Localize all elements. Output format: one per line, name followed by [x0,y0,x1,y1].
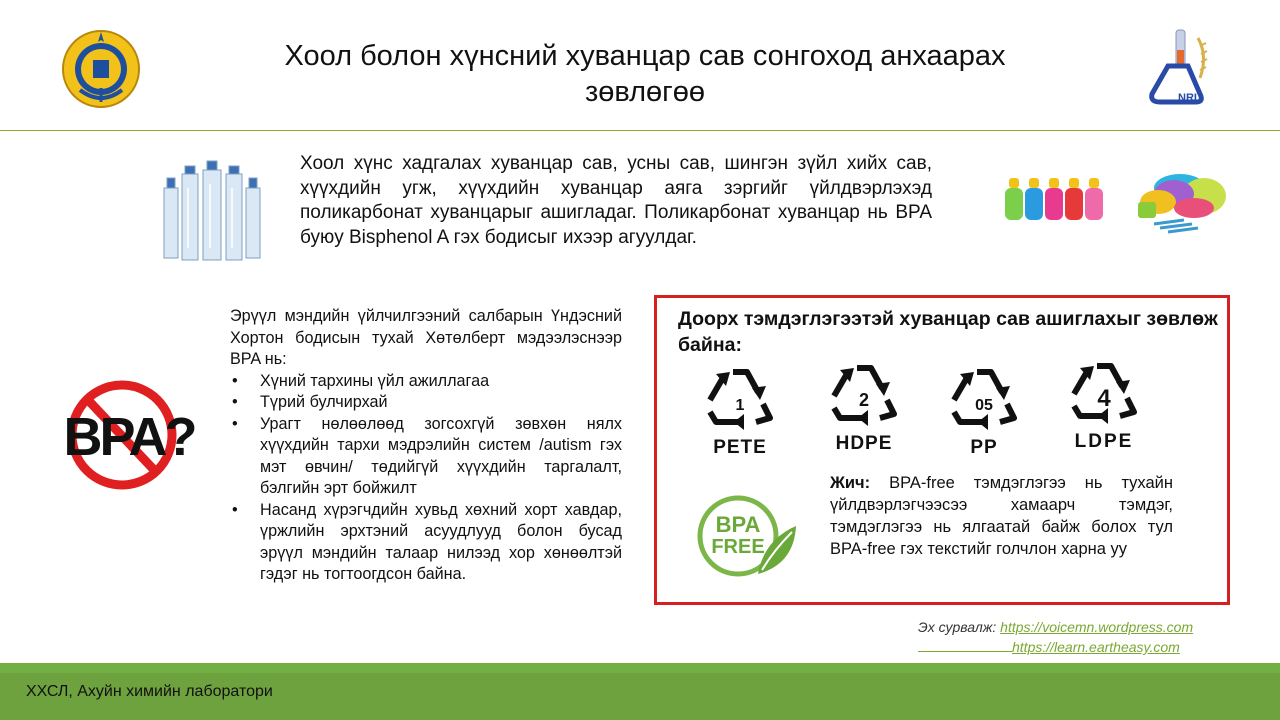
bpa-free-text-1: BPA [715,512,761,537]
recycle-label: PP [970,437,998,458]
source-underline-spacer [918,637,1012,652]
page-title: Хоол болон хүнсний хуванцар сав сонгоход анхаарах зөвлөгөө [284,40,1006,108]
note-label: Жич: [830,474,871,492]
nrl-text: NRL [1178,92,1201,104]
bpa-prohibited-icon [54,380,204,490]
intro-paragraph: Хоол хүнс хадгалах хуванцар сав, усны сав, шингэн зүйл хийх сав, хүүхдийн угж, хүүхдийн хуванцар аяга зэргийг үйлдвэрлэхэд поликарбонат хуванцарыг ашигладаг. Поликарбонат хуванцар нь BPA буюу Bisphenol A гэх бодисыг ихээр агуулдаг. [300,153,932,248]
footer-accent-strip [0,663,1280,673]
source-label: Эх сурвалж: [918,619,997,635]
bpa-free-badge [694,490,798,580]
recycle-code: 4 [1097,385,1111,412]
bpa-info-lead: Эрүүл мэндийн үйлчилгээний салбарын Үндэсний Хортон бодисын тухай Хөтөлберт мэдээлэснээр BPA нь: [230,307,622,368]
source-link-eartheasy[interactable]: https://learn.eartheasy.com [1012,639,1180,655]
recycle-symbol-hdpe [824,358,904,454]
recycle-label: HDPE [835,433,893,454]
recycle-label: LDPE [1074,431,1134,452]
bpa-free-note [830,472,1173,560]
list-item: • Насанд хүрэгчдийн хувьд хөхний хорт хавдар, үржлийн эрхтэний асуудлууд болон бусад эрүүл мэндийн талаар нилээд хор хөнөөлтэй гэдэг нь тогтоогдсон байна. [230,500,622,586]
nrl-lab-logo [1138,26,1218,110]
recycle-code: 05 [975,397,993,414]
source-link-voicemn[interactable]: https://voicemn.wordpress.com [1000,619,1194,635]
bpa-logo-text: BPA? [63,407,195,467]
bpa-health-effects [230,306,622,586]
recommendation-heading: Доорх тэмдэглэгээтэй хуванцар сав ашиглахыг зөвлөж байна: [678,308,1218,356]
bpa-effects-list [230,371,622,586]
bpa-free-text-2: FREE [711,536,765,558]
agency-emblem-icon [60,28,142,110]
recycle-code: 2 [858,390,870,410]
note-text: BPA-free тэмдэглэгээ нь тухайн үйлдвэрлэгчээсээ хамаарч тэмдэг, тэмдэглэгээ нь ялгаатай байж болох тул BPA-free гэх текстийг голчлон харна уу [830,474,1173,558]
list-item: • Урагт нөлөөлөөд зогсохгүй зөвхөн нялх хүүхдийн тархи мэдрэлийн систем /autism гэх мэт өвчин/ төдийгүй хүүхдийн таргалалт, бэлгийн эрт бойжилт [230,414,622,500]
source-citation [918,618,1193,657]
recycle-symbol-ldpe [1064,356,1144,452]
recycle-symbol-pete [700,362,780,458]
recycle-code: 1 [735,397,745,414]
recycle-symbol-pp [944,362,1024,458]
list-item: • Түрий булчирхай [230,392,622,414]
water-bottles-image [158,158,268,262]
footer-lab-name: ХХСЛ, Ахуйн химийн лаборатори [26,683,273,700]
plastic-dishes-image [1134,168,1226,236]
baby-bottles-image [1003,174,1123,224]
recycle-label: PETE [713,437,767,458]
title-divider [0,130,1280,131]
list-item: • Хүний тархины үйл ажиллагаа [230,371,622,393]
